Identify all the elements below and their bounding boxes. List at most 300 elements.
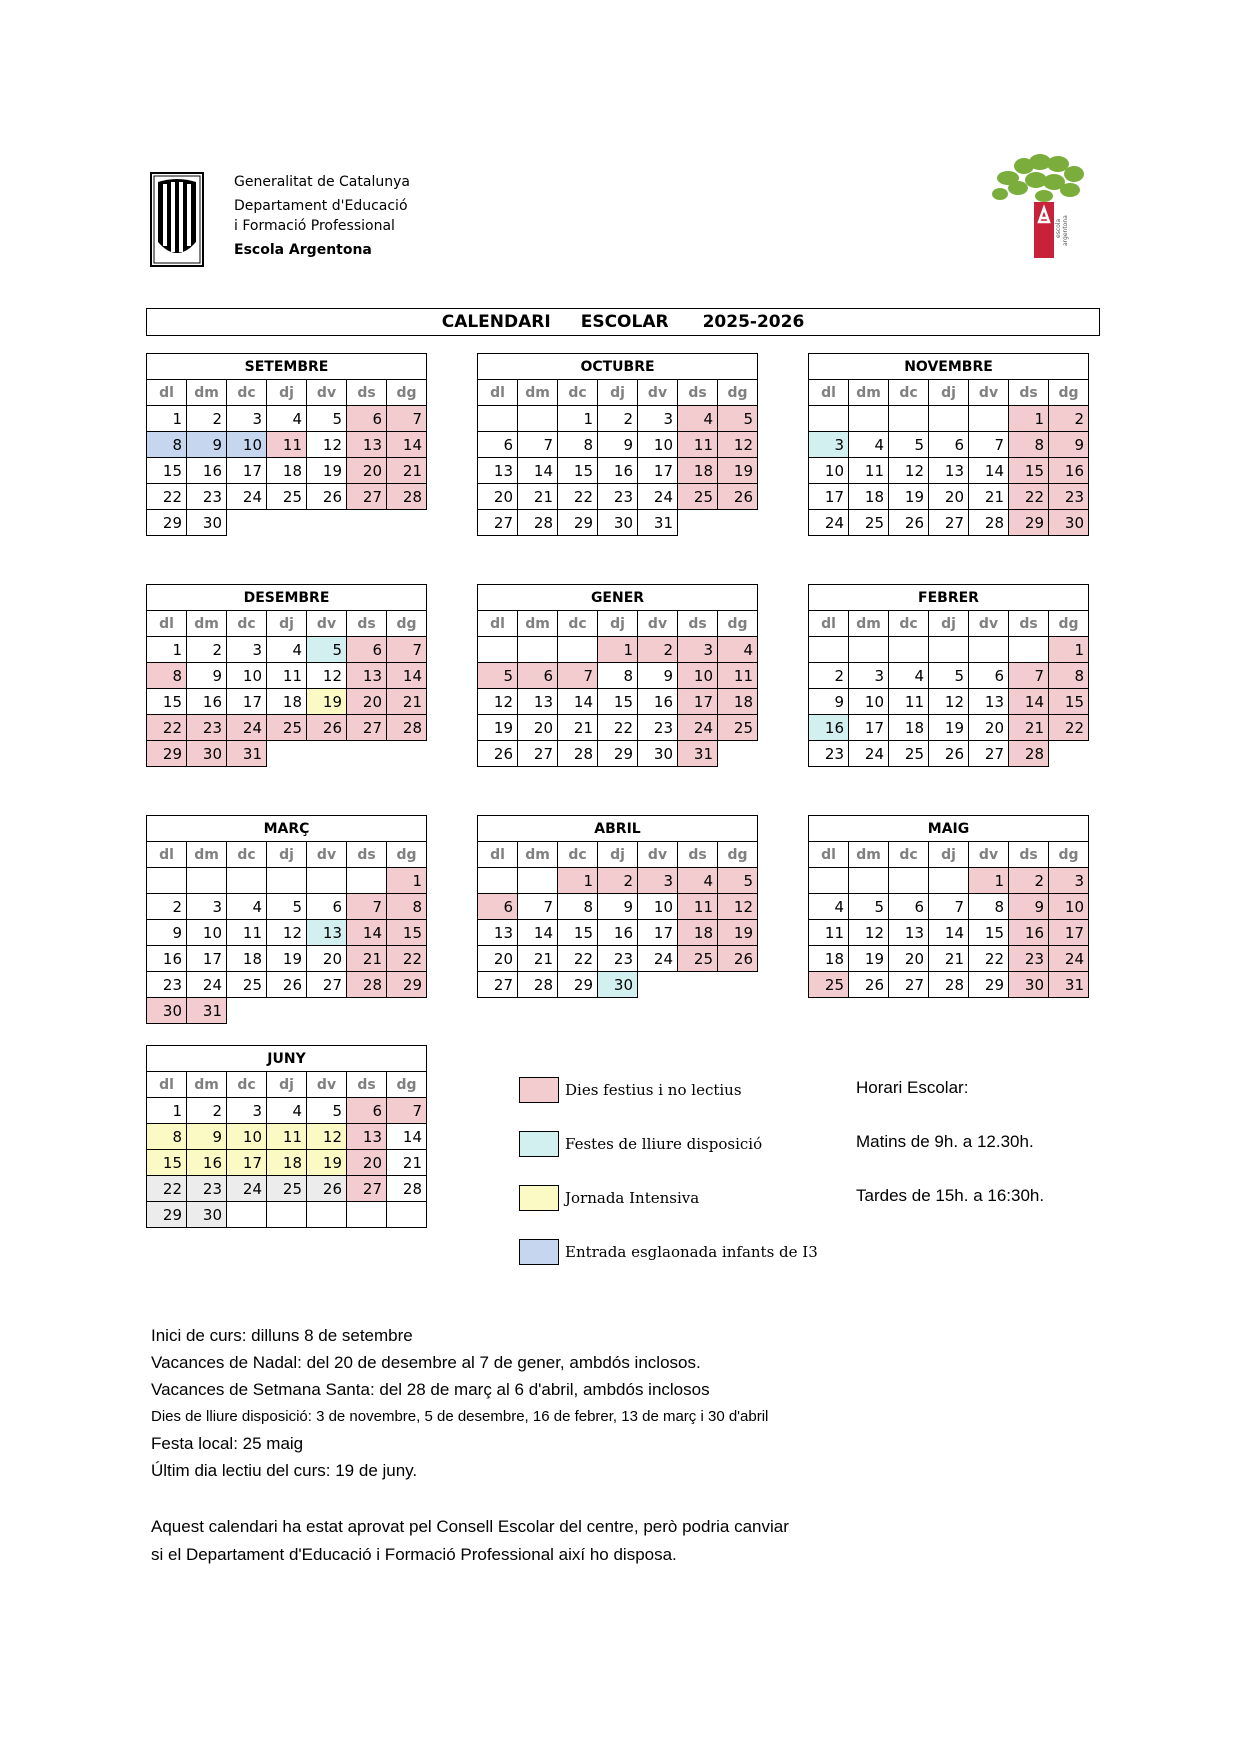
empty-cell [347,510,387,536]
day-cell: 4 [678,406,718,432]
empty-cell [809,406,849,432]
empty-cell [387,741,427,767]
day-cell: 20 [969,715,1009,741]
week-row [478,894,758,920]
legend-label-intensiva: Jornada Intensiva [565,1189,700,1207]
day-cell: 15 [598,689,638,715]
note-nadal: Vacances de Nadal: del 20 de desembre al 7 de gener, ambdós inclosos. [151,1353,701,1372]
day-cell: 25 [678,946,718,972]
legend-swatch-festius [519,1077,559,1103]
day-cell: 17 [849,715,889,741]
empty-cell [518,868,558,894]
day-name: dc [227,842,267,868]
day-cell: 20 [347,1150,387,1176]
day-cell: 11 [718,663,758,689]
week-row [809,663,1089,689]
day-cell: 21 [518,484,558,510]
day-cell: 2 [187,406,227,432]
day-name: dv [307,611,347,637]
day-cell: 8 [147,432,187,458]
day-cell: 14 [387,663,427,689]
day-cell: 10 [227,432,267,458]
day-name: dl [147,611,187,637]
empty-cell [809,868,849,894]
day-cell: 16 [638,689,678,715]
day-cell: 22 [1009,484,1049,510]
day-cell: 6 [307,894,347,920]
empty-cell [638,972,678,998]
week-row [809,972,1089,998]
day-cell: 1 [147,406,187,432]
day-cell: 18 [849,484,889,510]
empty-cell [347,998,387,1024]
day-name: dv [638,842,678,868]
week-row [147,689,427,715]
day-cell: 26 [307,715,347,741]
empty-cell [849,637,889,663]
day-cell: 7 [969,432,1009,458]
empty-cell [267,1202,307,1228]
day-cell: 7 [929,894,969,920]
month-name: GENER [478,585,758,611]
day-cell: 1 [147,637,187,663]
month-name: OCTUBRE [478,354,758,380]
empty-cell [478,637,518,663]
legend-intensiva [519,1185,699,1211]
empty-cell [307,1202,347,1228]
day-cell: 21 [518,946,558,972]
day-cell: 7 [347,894,387,920]
day-cell: 18 [678,458,718,484]
day-cell: 23 [809,741,849,767]
day-cell: 14 [518,458,558,484]
day-cell: 3 [227,406,267,432]
day-cell: 14 [518,920,558,946]
week-row [147,637,427,663]
month-table [146,815,427,1024]
day-cell: 12 [718,894,758,920]
day-cell: 9 [147,920,187,946]
month-table [808,353,1089,536]
empty-cell [518,637,558,663]
day-cell: 8 [147,1124,187,1150]
day-cell: 19 [889,484,929,510]
day-cell: 21 [969,484,1009,510]
day-cell: 16 [598,458,638,484]
empty-cell [558,637,598,663]
day-cell: 20 [929,484,969,510]
day-name: dm [518,380,558,406]
day-name: dm [518,842,558,868]
empty-cell [809,637,849,663]
empty-cell [227,868,267,894]
note-festa-local: Festa local: 25 maig [151,1434,304,1453]
day-name: dg [387,842,427,868]
empty-cell [347,868,387,894]
day-cell: 26 [267,972,307,998]
month-name: FEBRER [809,585,1089,611]
day-cell: 4 [678,868,718,894]
day-cell: 13 [347,432,387,458]
day-cell: 24 [227,715,267,741]
title-part-2: ESCOLAR [580,312,669,332]
week-row [147,741,427,767]
day-cell: 20 [478,484,518,510]
empty-cell [889,406,929,432]
day-cell: 17 [227,458,267,484]
day-cell: 9 [809,689,849,715]
week-row [147,510,427,536]
day-name: dm [187,611,227,637]
day-name: dc [889,380,929,406]
empty-cell [147,868,187,894]
day-cell: 13 [969,689,1009,715]
day-cell: 10 [638,894,678,920]
day-cell: 11 [267,663,307,689]
day-name: dc [889,611,929,637]
day-cell: 26 [718,484,758,510]
day-cell: 23 [1049,484,1089,510]
day-cell: 14 [558,689,598,715]
day-name: dj [267,1072,307,1098]
day-cell: 28 [518,510,558,536]
day-cell: 29 [558,510,598,536]
day-name: dm [187,1072,227,1098]
day-name: dl [478,842,518,868]
day-cell: 7 [1009,663,1049,689]
day-name: dj [267,380,307,406]
day-cell: 15 [387,920,427,946]
week-row [478,637,758,663]
empty-cell [678,510,718,536]
day-cell: 10 [678,663,718,689]
approval-line-2: si el Departament d'Educació i Formació Professional així ho disposa. [151,1545,677,1564]
empty-cell [678,972,718,998]
empty-cell [227,510,267,536]
day-cell: 10 [638,432,678,458]
week-row [809,637,1089,663]
logo-text-1: escola [1055,218,1062,238]
week-row [809,689,1089,715]
day-cell: 13 [478,920,518,946]
day-cell: 23 [1009,946,1049,972]
day-cell: 24 [1049,946,1089,972]
school-name: Escola Argentona [234,242,372,258]
month-table [808,815,1089,998]
day-cell: 29 [387,972,427,998]
generalitat-logo [150,172,204,267]
day-name: dc [227,380,267,406]
day-name: dl [809,611,849,637]
note-setmana-santa: Vacances de Setmana Santa: del 28 de març al 6 d'abril, ambdós inclosos [151,1380,710,1399]
day-cell: 19 [929,715,969,741]
week-row [147,1202,427,1228]
school-logo [988,150,1090,262]
day-cell: 21 [387,458,427,484]
day-cell: 16 [187,1150,227,1176]
day-cell: 28 [518,972,558,998]
day-name: dv [969,611,1009,637]
day-cell: 20 [518,715,558,741]
day-cell: 30 [187,1202,227,1228]
day-cell: 4 [267,406,307,432]
week-row [478,946,758,972]
day-cell: 18 [267,458,307,484]
day-cell: 25 [809,972,849,998]
day-cell: 13 [307,920,347,946]
month-table [477,815,758,998]
day-cell: 12 [718,432,758,458]
legend-label-esglaonada: Entrada esglaonada infants de I3 [565,1243,818,1261]
day-cell: 1 [147,1098,187,1124]
day-cell: 19 [718,920,758,946]
day-cell: 31 [187,998,227,1024]
day-cell: 5 [307,1098,347,1124]
title-part-1: CALENDARI [441,312,551,332]
day-cell: 25 [227,972,267,998]
empty-cell [227,1202,267,1228]
week-row [478,972,758,998]
week-row [809,458,1089,484]
day-cell: 4 [889,663,929,689]
day-name: dm [187,380,227,406]
month-name: DESEMBRE [147,585,427,611]
day-cell: 18 [809,946,849,972]
day-cell: 16 [147,946,187,972]
day-cell: 3 [227,637,267,663]
day-cell: 25 [718,715,758,741]
day-cell: 23 [598,946,638,972]
day-cell: 2 [638,637,678,663]
day-name: dj [929,611,969,637]
day-cell: 11 [849,458,889,484]
note-inici: Inici de curs: dilluns 8 de setembre [151,1326,413,1345]
notes [151,1322,768,1484]
day-name: ds [347,380,387,406]
legend-lliure [519,1131,762,1157]
day-cell: 21 [347,946,387,972]
day-cell: 9 [598,432,638,458]
month-table [477,353,758,536]
day-name: ds [1009,611,1049,637]
day-cell: 23 [187,484,227,510]
month-table [477,584,758,767]
day-cell: 22 [969,946,1009,972]
day-cell: 20 [347,458,387,484]
day-cell: 16 [187,689,227,715]
day-cell: 7 [558,663,598,689]
empty-cell [307,998,347,1024]
empty-cell [478,406,518,432]
legend-swatch-esglaonada [519,1239,559,1265]
day-cell: 16 [187,458,227,484]
day-name: dc [889,842,929,868]
empty-cell [267,510,307,536]
day-cell: 8 [1049,663,1089,689]
day-cell: 27 [969,741,1009,767]
day-name: ds [347,842,387,868]
week-row [809,868,1089,894]
day-cell: 12 [267,920,307,946]
day-cell: 10 [227,1124,267,1150]
day-cell: 4 [227,894,267,920]
day-cell: 28 [347,972,387,998]
day-cell: 6 [347,406,387,432]
day-cell: 3 [1049,868,1089,894]
day-cell: 16 [598,920,638,946]
day-cell: 6 [969,663,1009,689]
day-name: ds [678,842,718,868]
day-cell: 9 [1009,894,1049,920]
day-name: ds [1009,380,1049,406]
day-cell: 5 [889,432,929,458]
day-cell: 19 [307,458,347,484]
empty-cell [187,868,227,894]
week-row [478,920,758,946]
day-cell: 1 [1009,406,1049,432]
day-cell: 28 [969,510,1009,536]
day-cell: 15 [558,920,598,946]
week-row [147,406,427,432]
day-cell: 23 [638,715,678,741]
day-name: dj [598,380,638,406]
week-row [478,663,758,689]
day-name: dc [227,1072,267,1098]
empty-cell [929,868,969,894]
day-cell: 15 [558,458,598,484]
day-cell: 3 [849,663,889,689]
day-cell: 8 [1009,432,1049,458]
day-cell: 19 [849,946,889,972]
week-row [147,1124,427,1150]
day-cell: 14 [969,458,1009,484]
day-name: dm [187,842,227,868]
day-cell: 7 [518,894,558,920]
legend-swatch-intensiva [519,1185,559,1211]
empty-cell [347,1202,387,1228]
day-cell: 8 [558,894,598,920]
day-cell: 23 [187,715,227,741]
day-cell: 16 [809,715,849,741]
day-cell: 22 [147,1176,187,1202]
day-name: ds [1009,842,1049,868]
day-cell: 4 [809,894,849,920]
day-cell: 24 [187,972,227,998]
day-cell: 12 [889,458,929,484]
day-cell: 29 [147,510,187,536]
horari-title: Horari Escolar: [856,1078,969,1097]
day-cell: 24 [227,484,267,510]
day-cell: 29 [1009,510,1049,536]
empty-cell [267,868,307,894]
logo-text-2: argentona [1062,215,1069,246]
day-cell: 19 [267,946,307,972]
day-cell: 19 [307,689,347,715]
approval-line-1: Aquest calendari ha estat aprovat pel Consell Escolar del centre, però podria canviar [151,1517,789,1536]
day-cell: 9 [638,663,678,689]
day-cell: 29 [147,741,187,767]
day-name: dm [849,380,889,406]
day-cell: 7 [387,637,427,663]
day-cell: 22 [558,484,598,510]
empty-cell [969,406,1009,432]
day-cell: 14 [387,432,427,458]
month-name: SETEMBRE [147,354,427,380]
day-cell: 29 [969,972,1009,998]
week-row [147,998,427,1024]
week-row [809,715,1089,741]
department-line-2: i Formació Professional [234,218,395,234]
day-cell: 20 [307,946,347,972]
day-cell: 30 [1049,510,1089,536]
day-cell: 22 [558,946,598,972]
empty-cell [347,741,387,767]
day-name: dm [849,842,889,868]
day-cell: 20 [478,946,518,972]
day-cell: 1 [1049,637,1089,663]
day-cell: 6 [478,432,518,458]
day-cell: 26 [889,510,929,536]
day-cell: 2 [809,663,849,689]
month-name: MARÇ [147,816,427,842]
day-cell: 27 [518,741,558,767]
week-row [478,432,758,458]
day-cell: 8 [558,432,598,458]
week-row [478,715,758,741]
day-cell: 24 [227,1176,267,1202]
day-name: ds [347,1072,387,1098]
day-cell: 4 [849,432,889,458]
day-cell: 21 [387,1150,427,1176]
day-cell: 12 [307,432,347,458]
empty-cell [849,868,889,894]
calendar-title [146,308,1100,336]
day-cell: 1 [558,406,598,432]
empty-cell [478,868,518,894]
day-cell: 9 [1049,432,1089,458]
day-cell: 27 [307,972,347,998]
legend-label-lliure: Festes de lliure disposició [565,1135,763,1153]
week-row [147,946,427,972]
week-row [147,972,427,998]
empty-cell [387,1202,427,1228]
day-cell: 6 [929,432,969,458]
day-name: dg [1049,611,1089,637]
day-name: dl [147,842,187,868]
day-cell: 12 [307,1124,347,1150]
empty-cell [227,998,267,1024]
empty-cell [518,406,558,432]
day-cell: 28 [387,484,427,510]
week-row [478,484,758,510]
day-name: dl [809,380,849,406]
day-cell: 27 [478,510,518,536]
day-cell: 25 [849,510,889,536]
day-cell: 6 [889,894,929,920]
day-cell: 21 [1009,715,1049,741]
day-cell: 1 [969,868,1009,894]
day-name: dg [718,842,758,868]
month-table [146,1045,427,1228]
week-row [809,406,1089,432]
day-name: dg [1049,842,1089,868]
day-cell: 25 [889,741,929,767]
day-cell: 1 [598,637,638,663]
day-cell: 20 [347,689,387,715]
empty-cell [718,510,758,536]
week-row [147,663,427,689]
approval-note [151,1513,789,1569]
